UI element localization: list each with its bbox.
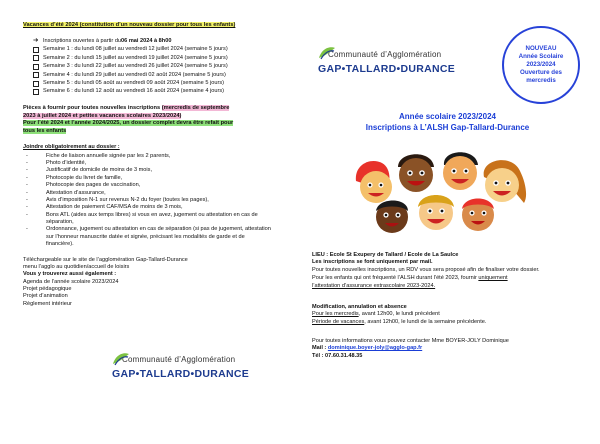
weeks-list bbox=[23, 46, 285, 96]
checkbox[interactable] bbox=[33, 89, 39, 95]
list-item: - Photo d’identité, bbox=[23, 160, 273, 167]
registration-open: ➔ Inscriptions ouvertes à partir du 06 mai 2024 à 8h00 bbox=[33, 37, 172, 45]
checkbox[interactable] bbox=[33, 72, 39, 78]
list-item: - Bons ATL (aides aux temps libres) si vous en avez, jugement ou attestation en cas de séparation, bbox=[23, 212, 273, 227]
agglo-logo-bottom: Communauté d’Agglomération GAP•TALLARD•DURANCE bbox=[112, 355, 282, 381]
list-item: - Photocopie du livret de famille, bbox=[23, 175, 273, 182]
list-item: - Ordonnance, jugement ou attestation en cas de séparation (si pas de jugement, attestation sur l’honneur manuscrite datée et signée, précisant les modalités de garde et de financière). bbox=[23, 226, 273, 248]
list-item: - Attestation d’assurance, bbox=[23, 190, 273, 197]
list-item: - Avis d’imposition N-1 sur revenus N-2 du foyer (toutes les pages), bbox=[23, 197, 273, 204]
leaf-icon bbox=[112, 352, 130, 366]
pieces-block: Pièces à fournir pour toutes nouvelles inscriptions (mercredis de septembre 2023 à juillet 2024 et petites vacances scolaires 2023/2024) Pour l’été 2024 et l’année 2024/2025, un dossier complet devra être refait pour tous les enfants bbox=[23, 105, 234, 134]
week-row[interactable]: Semaine 4 : du lundi 29 juillet au vendredi 02 août 2024 (semaine 5 jours) bbox=[33, 71, 285, 79]
page-title: Année scolaire 2023/2024 Inscriptions à L’ALSH Gap-Tallard-Durance bbox=[365, 112, 530, 132]
left-column bbox=[23, 22, 285, 308]
new-badge: NOUVEAU Année Scolaire 2023/2024 Ouverture des mercredis bbox=[502, 26, 580, 104]
download-info: Téléchargeable sur le site de l’agglomération Gap-Tallard-Durance menu l’agglo au quotidien/accueil de loisirs Vous y trouverez aussi également : Agenda de l’année scolaire 2023/2024 Projet pédagogique Projet d’animation Règlement intérieur bbox=[23, 256, 188, 307]
agglo-logo-top: Communauté d’Agglomération GAP•TALLARD•DURANCE bbox=[318, 50, 488, 76]
list-item: - Photocopie des pages de vaccination, bbox=[23, 182, 273, 189]
checkbox[interactable] bbox=[33, 47, 39, 53]
week-row[interactable]: Semaine 6 : du lundi 12 août au vendredi 16 août 2024 (semaine 4 jours) bbox=[33, 88, 285, 96]
checkbox[interactable] bbox=[33, 55, 39, 61]
email-link[interactable]: dominique.boyer-joly@agglo-gap.fr bbox=[327, 345, 423, 352]
week-row[interactable]: Semaine 1 : du lundi 08 juillet au vendredi 12 juillet 2024 (semaine 5 jours) bbox=[33, 46, 285, 54]
info-block: LIEU : Ecole St Exupery de Tallard / Ecole de La Saulce Les inscriptions se font uniquement par mail. Pour toutes nouvelles inscriptions, un RDV vous sera proposé afin de finaliser votre dossier. Pour les enfants qui ont fréquenté l’ALSH durant l’été 2023, fournir uniquement l’attestation d’assurance extrascolaire 2023-2024. Modification, annulation et absence Pour les mercredis, avant 12h00, le lundi précédent Période de vacances, avant 12h00, le lundi de la semaine précédente. Pour toutes informations vous pouvez contacter Mme BOYER-JOLY Dominique Mail : dominique.boyer-joly@agglo-gap.fr Tél : 07.60.31.48.35 bbox=[312, 252, 540, 359]
leaf-icon bbox=[318, 46, 336, 60]
list-item: - Attestation de paiement CAF/MSA de moins de 3 mois, bbox=[23, 204, 273, 211]
list-item: - Justificatif de domicile de moins de 3 mois, bbox=[23, 167, 273, 174]
week-row[interactable]: Semaine 3 : du lundi 22 juillet au vendredi 26 juillet 2024 (semaine 5 jours) bbox=[33, 63, 285, 71]
list-item: - Fiche de liaison annuelle signée par les 2 parents, bbox=[23, 153, 273, 160]
checkbox[interactable] bbox=[33, 81, 39, 87]
week-row[interactable]: Semaine 2 : du lundi 15 juillet au vendredi 19 juillet 2024 (semaine 5 jours) bbox=[33, 54, 285, 62]
children-faces-illustration bbox=[352, 147, 532, 239]
vacation-heading: Vacances d’été 2024 (constitution d’un nouveau dossier pour tous les enfants) bbox=[23, 22, 236, 28]
checkbox[interactable] bbox=[33, 64, 39, 70]
documents-list bbox=[23, 153, 273, 249]
week-row[interactable]: Semaine 5 : du lundi 05 août au vendredi 09 août 2024 (semaine 5 jours) bbox=[33, 79, 285, 87]
documents-heading: Joindre obligatoirement au dossier : bbox=[23, 144, 120, 151]
arrow-right-icon: ➔ bbox=[33, 37, 39, 45]
